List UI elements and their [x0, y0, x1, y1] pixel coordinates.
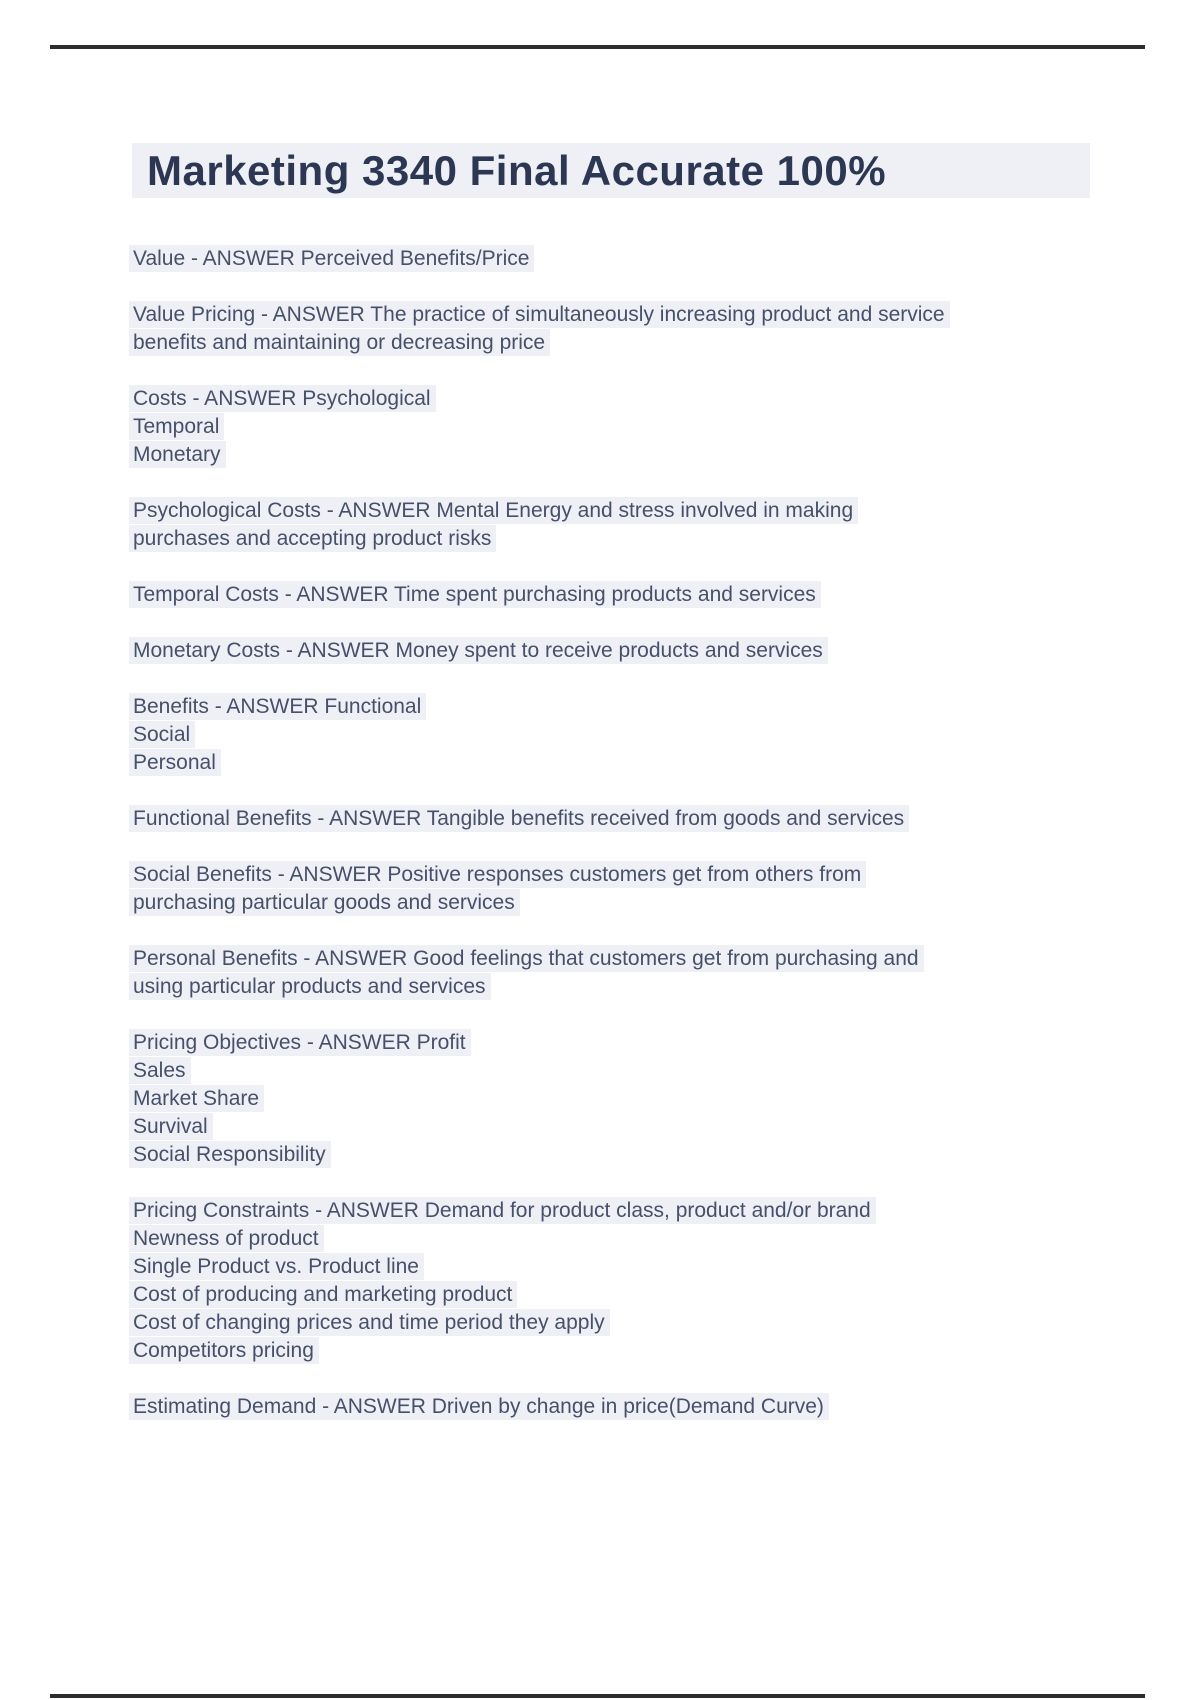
qa-line-text: Social Benefits - ANSWER Positive responses customers get from others from — [129, 861, 866, 888]
qa-line — [133, 861, 1093, 889]
qa-paragraph — [133, 637, 1093, 665]
qa-line-text: Single Product vs. Product line — [129, 1253, 424, 1280]
qa-line-text: Newness of product — [129, 1225, 324, 1252]
qa-paragraph — [133, 805, 1093, 833]
qa-line — [133, 1225, 1093, 1253]
qa-line-text: Pricing Objectives - ANSWER Profit — [129, 1029, 471, 1056]
qa-paragraph — [133, 497, 1093, 553]
qa-line — [133, 329, 1093, 357]
qa-paragraph — [133, 301, 1093, 357]
qa-line — [133, 749, 1093, 777]
qa-line — [133, 889, 1093, 917]
page-title — [132, 143, 1090, 208]
qa-line — [133, 1113, 1093, 1141]
qa-paragraph — [133, 861, 1093, 917]
qa-line-text: Monetary — [129, 441, 226, 468]
qa-paragraph — [133, 1029, 1093, 1169]
qa-line — [133, 581, 1093, 609]
page-title-text: Marketing 3340 Final Accurate 100% — [132, 143, 1090, 198]
qa-line — [133, 945, 1093, 973]
qa-paragraph — [133, 581, 1093, 609]
qa-line — [133, 1141, 1093, 1169]
qa-line — [133, 1393, 1093, 1421]
qa-line-text: Functional Benefits - ANSWER Tangible benefits received from goods and services — [129, 805, 909, 832]
qa-line — [133, 497, 1093, 525]
qa-line-text: purchasing particular goods and services — [129, 889, 520, 916]
qa-paragraph — [133, 693, 1093, 777]
qa-line-text: using particular products and services — [129, 973, 491, 1000]
qa-line — [133, 973, 1093, 1001]
qa-line-text: Benefits - ANSWER Functional — [129, 693, 426, 720]
qa-line — [133, 637, 1093, 665]
bottom-page-rule — [50, 1694, 1145, 1698]
qa-line-text: Estimating Demand - ANSWER Driven by change in price(Demand Curve) — [129, 1393, 829, 1420]
qa-line — [133, 1085, 1093, 1113]
qa-line-text: Value - ANSWER Perceived Benefits/Price — [129, 245, 534, 272]
qa-line — [133, 413, 1093, 441]
qa-line-text: Cost of changing prices and time period they apply — [129, 1309, 610, 1336]
qa-paragraph — [133, 1197, 1093, 1365]
qa-line — [133, 1029, 1093, 1057]
qa-line — [133, 301, 1093, 329]
qa-line — [133, 1309, 1093, 1337]
qa-paragraph — [133, 385, 1093, 469]
qa-line — [133, 441, 1093, 469]
qa-paragraph — [133, 245, 1093, 273]
qa-line-text: Social — [129, 721, 195, 748]
qa-line-text: Market Share — [129, 1085, 264, 1112]
qa-line-text: benefits and maintaining or decreasing price — [129, 329, 550, 356]
qa-line — [133, 525, 1093, 553]
qa-line-text: Personal — [129, 749, 221, 776]
qa-line — [133, 693, 1093, 721]
qa-line — [133, 1281, 1093, 1309]
qa-line-text: Temporal — [129, 413, 224, 440]
qa-line-text: Cost of producing and marketing product — [129, 1281, 517, 1308]
qa-line — [133, 1337, 1093, 1365]
qa-paragraph — [133, 945, 1093, 1001]
qa-line-text: Personal Benefits - ANSWER Good feelings that customers get from purchasing and — [129, 945, 924, 972]
qa-line — [133, 1057, 1093, 1085]
qa-line — [133, 805, 1093, 833]
qa-line — [133, 245, 1093, 273]
document-body — [133, 245, 1093, 1421]
qa-line-text: Pricing Constraints - ANSWER Demand for product class, product and/or brand — [129, 1197, 876, 1224]
qa-line-text: Monetary Costs - ANSWER Money spent to receive products and services — [129, 637, 828, 664]
qa-line-text: Competitors pricing — [129, 1337, 319, 1364]
qa-line-text: Value Pricing - ANSWER The practice of simultaneously increasing product and service — [129, 301, 950, 328]
qa-line — [133, 1253, 1093, 1281]
top-page-rule — [50, 45, 1145, 49]
qa-line-text: purchases and accepting product risks — [129, 525, 496, 552]
qa-paragraph — [133, 1393, 1093, 1421]
qa-line-text: Temporal Costs - ANSWER Time spent purchasing products and services — [129, 581, 821, 608]
qa-line-text: Sales — [129, 1057, 191, 1084]
qa-line-text: Costs - ANSWER Psychological — [129, 385, 436, 412]
qa-line-text: Survival — [129, 1113, 213, 1140]
qa-line — [133, 721, 1093, 749]
qa-line-text: Social Responsibility — [129, 1141, 331, 1168]
qa-line-text: Psychological Costs - ANSWER Mental Energy and stress involved in making — [129, 497, 858, 524]
qa-line — [133, 1197, 1093, 1225]
qa-line — [133, 385, 1093, 413]
